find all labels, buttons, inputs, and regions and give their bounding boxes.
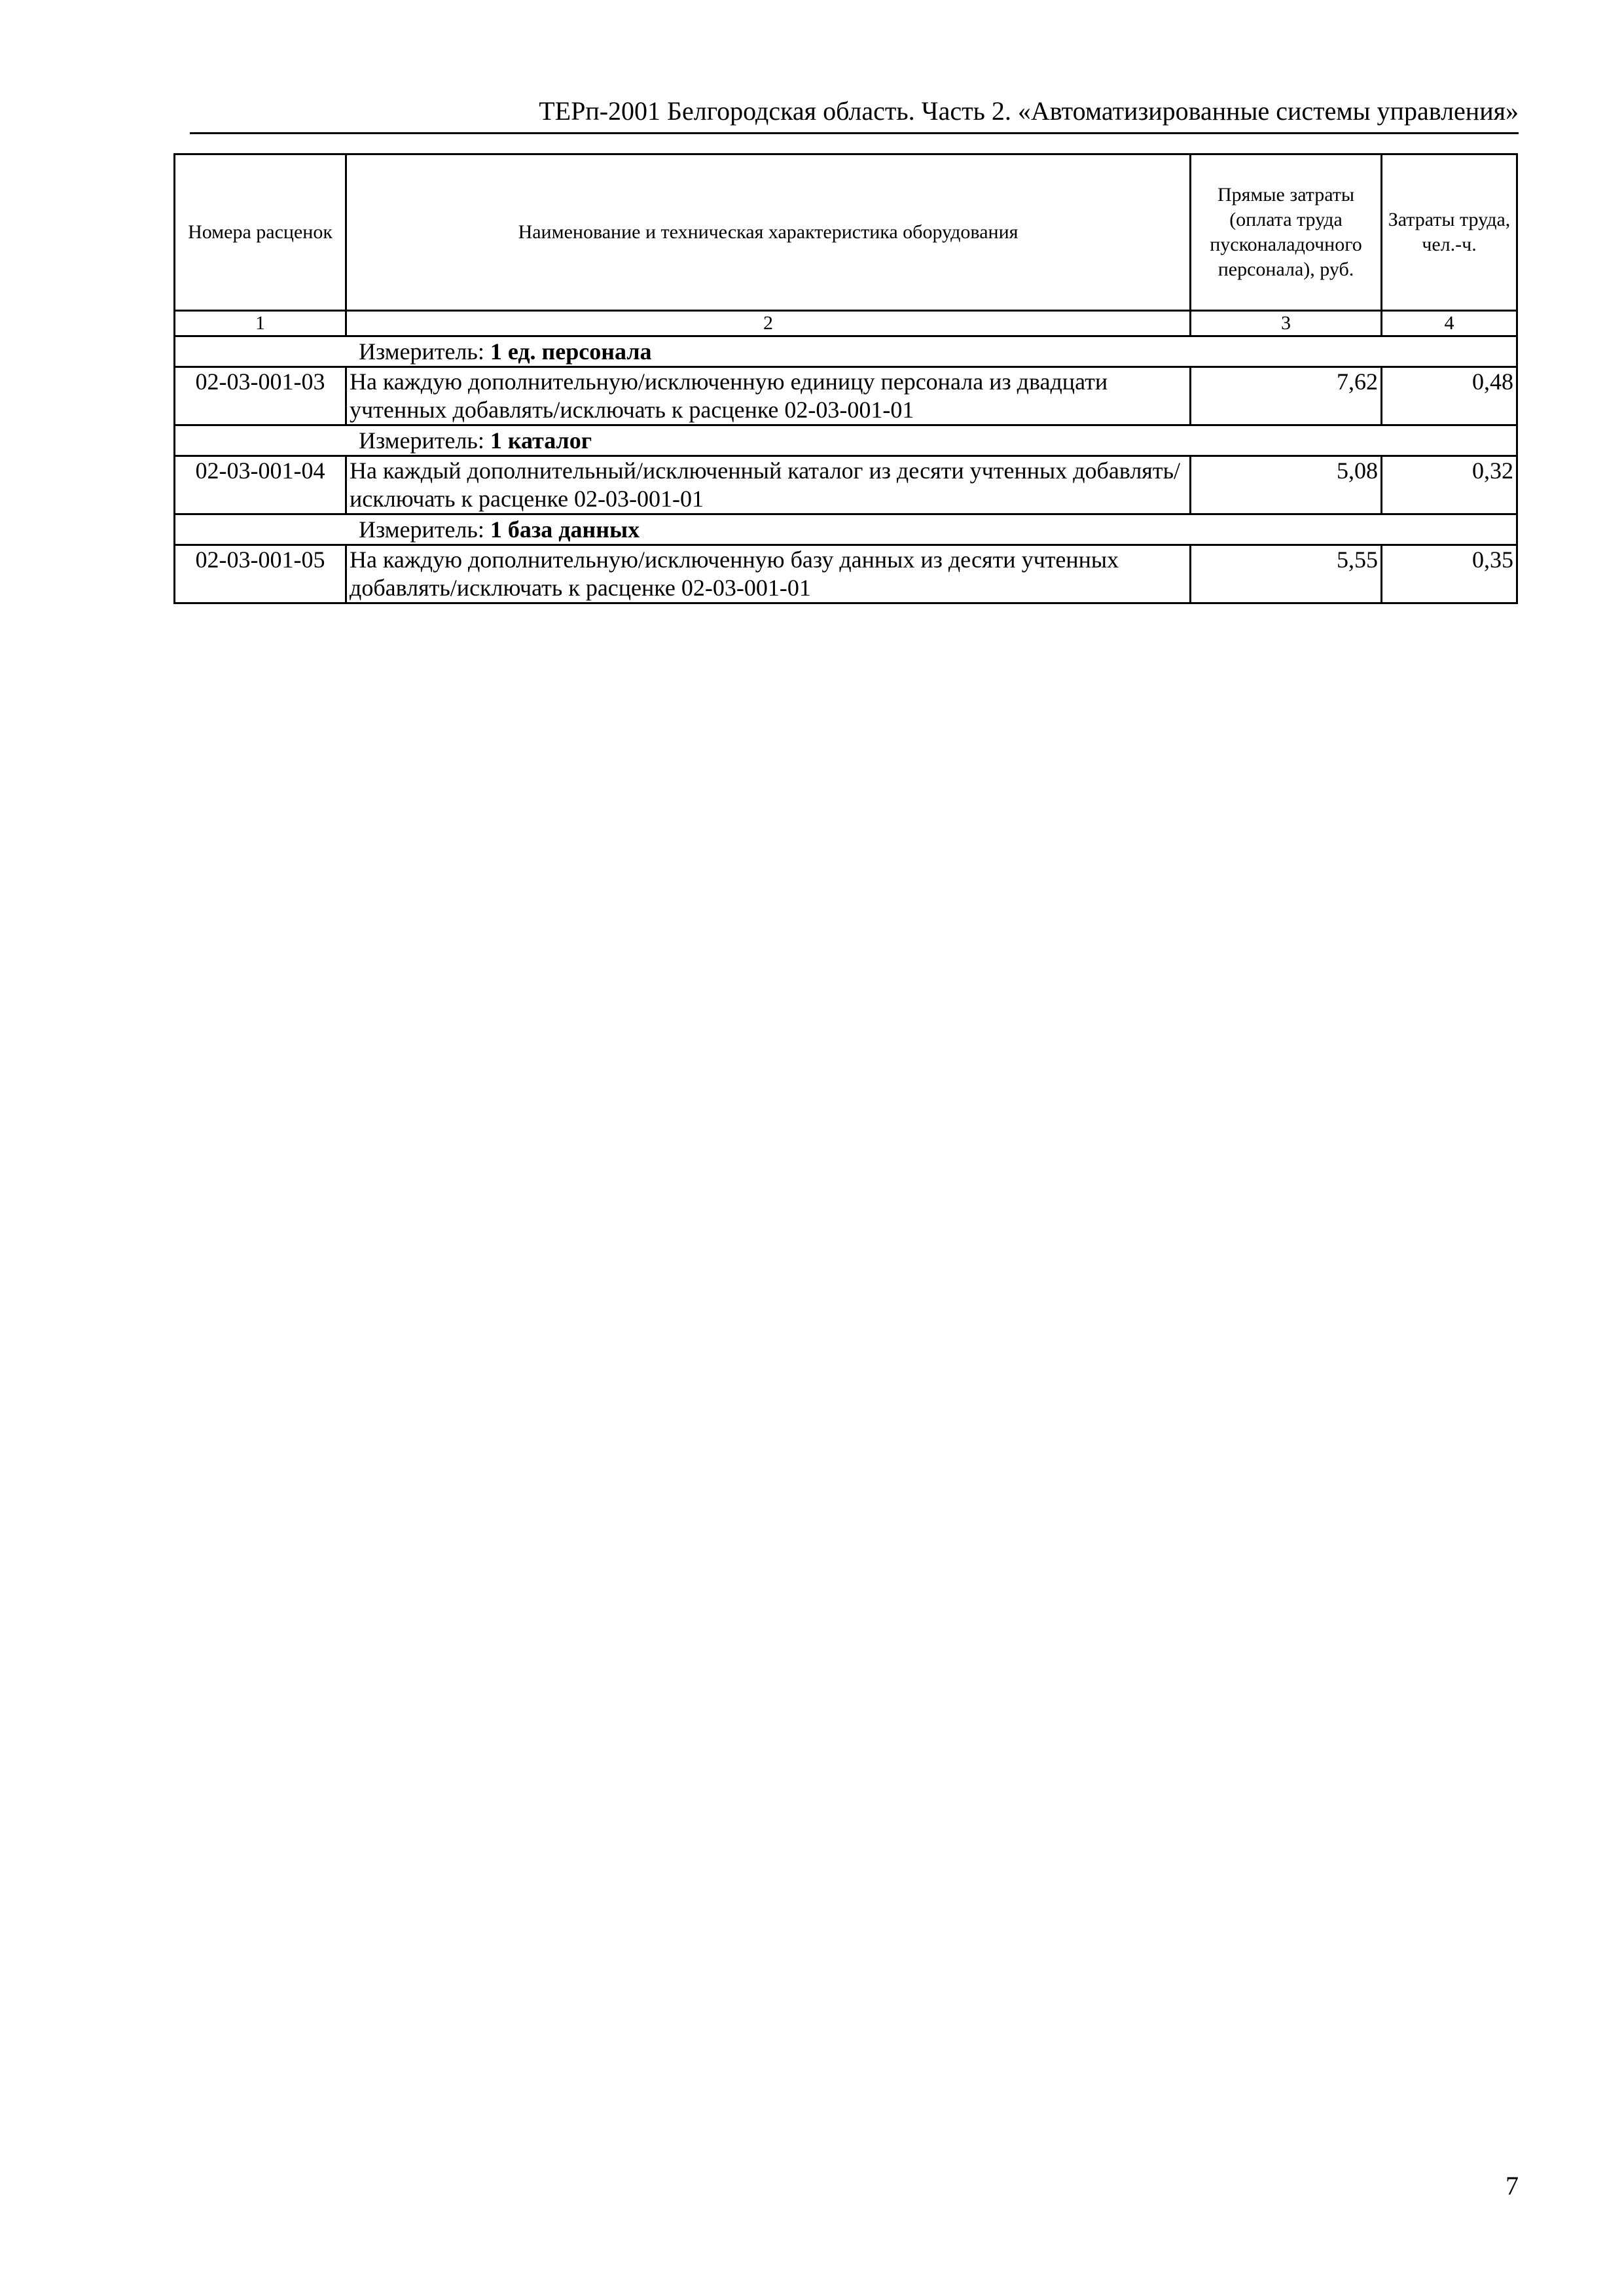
measure-cell <box>175 425 1517 456</box>
rate-code: 02-03-001-03 <box>175 367 346 425</box>
measure-row <box>175 425 1517 456</box>
measure-unit: 1 ед. персонала <box>490 338 652 365</box>
rate-cost: 5,08 <box>1191 456 1382 514</box>
rates-table <box>173 153 1518 604</box>
measure-row <box>175 336 1517 367</box>
rate-description: На каждую дополнительную/исключенную единицу персонала из двадцати учтенных добавлять/исключать к расценке 02-03-001-01 <box>346 367 1191 425</box>
document-title: ТЕРп-2001 Белгородская область. Часть 2. «Автоматизированные системы управления» <box>539 96 1519 126</box>
rate-description: На каждую дополнительную/исключенную базу данных из десяти учтенных добавлять/исключать к расценке 02-03-001-01 <box>346 545 1191 603</box>
column-number: 3 <box>1191 311 1382 336</box>
column-number: 4 <box>1382 311 1517 336</box>
column-header-codes: Номера расценок <box>175 154 346 311</box>
rate-cost: 7,62 <box>1191 367 1382 425</box>
column-number: 1 <box>175 311 346 336</box>
rate-labor: 0,48 <box>1382 367 1517 425</box>
rate-code: 02-03-001-05 <box>175 545 346 603</box>
measure-label: Измеритель: <box>359 516 484 543</box>
page-header <box>190 92 1519 134</box>
column-header-cost: Прямые затраты (оплата труда пусконаладочного персонала), руб. <box>1191 154 1382 311</box>
column-header-name: Наименование и техническая характеристика оборудования <box>346 154 1191 311</box>
rate-labor: 0,32 <box>1382 456 1517 514</box>
rate-code: 02-03-001-04 <box>175 456 346 514</box>
rate-description: На каждый дополнительный/исключенный каталог из десяти учтенных добавлять/исключать к расценке 02-03-001-01 <box>346 456 1191 514</box>
table-row <box>175 367 1517 425</box>
measure-cell <box>175 514 1517 545</box>
measure-unit: 1 каталог <box>490 427 592 454</box>
table-row <box>175 456 1517 514</box>
page-number: 7 <box>1506 2171 1519 2200</box>
rate-cost: 5,55 <box>1191 545 1382 603</box>
column-number: 2 <box>346 311 1191 336</box>
column-numbers-row <box>175 311 1517 336</box>
rate-labor: 0,35 <box>1382 545 1517 603</box>
table-row <box>175 545 1517 603</box>
measure-label: Измеритель: <box>359 427 484 454</box>
column-header-labor: Затраты труда, чел.-ч. <box>1382 154 1517 311</box>
measure-cell <box>175 336 1517 367</box>
table-header-row <box>175 154 1517 311</box>
measure-label: Измеритель: <box>359 338 484 365</box>
measure-row <box>175 514 1517 545</box>
measure-unit: 1 база данных <box>490 516 640 543</box>
